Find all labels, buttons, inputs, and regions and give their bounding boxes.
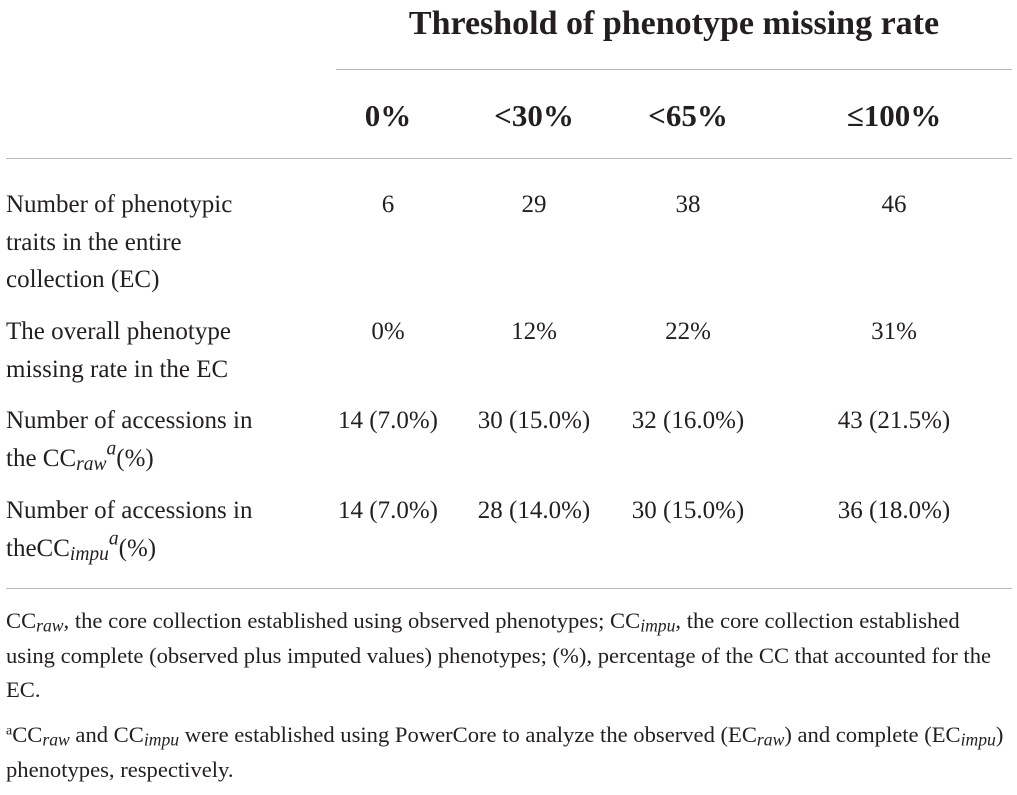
column-header-1: <30%	[494, 98, 574, 133]
row-label-missing-rate	[6, 313, 326, 388]
table-cell: 30 (15.0%)	[477, 407, 591, 434]
row-label-line: traits in the entire	[6, 228, 182, 256]
table-cell: 12%	[511, 318, 557, 345]
group-header-rule	[336, 69, 1012, 70]
table-cell: 6	[381, 191, 395, 218]
table-cell: 22%	[665, 318, 711, 345]
table-cell: 30 (15.0%)	[631, 497, 745, 524]
row-label-line: Number of phenotypic	[6, 191, 233, 218]
row-label-cc-impu	[6, 492, 326, 567]
group-header: Threshold of phenotype missing rate	[408, 5, 940, 42]
row-label-cc-raw	[6, 402, 326, 477]
row-label-line: The overall phenotype	[6, 318, 231, 345]
footnote-a: $^aCC_{raw}$ and $CC_{impu}$ were established using PowerCore to analyze the observed $(EC_{raw})$ and complete $(EC_{impu})$ phenotypes, respectively.	[6, 722, 1004, 782]
table-cell: 43 (21.5%)	[837, 407, 951, 434]
footnote-abbreviations: $CC_{raw}$, the core collection established using observed phenotypes; $CC_{impu}$, the core collection established using complete (observed plus imputed values) phenotypes; (%), percentage of the CC that accounted for the EC.	[6, 608, 992, 702]
table-cell: 0%	[371, 318, 405, 345]
column-header-3: ≤100%	[846, 98, 942, 133]
table-cell: 32 (16.0%)	[631, 407, 745, 434]
row-label-line: missing rate in the EC	[6, 355, 229, 383]
table-cell: 31%	[871, 318, 917, 345]
table-cell: 14 (7.0%)	[338, 497, 438, 524]
row-label-line: Number of accessions in	[6, 497, 253, 524]
header-rule	[6, 158, 1012, 159]
column-header-0: 0%	[364, 98, 412, 133]
row-label-line: collection (EC)	[6, 266, 160, 293]
row-label-line: Number of accessions in	[6, 407, 253, 434]
row-label-line: theCC$_{impu}^a$(%)	[6, 527, 157, 565]
table-cell: 46	[881, 191, 907, 218]
table-cell: 14 (7.0%)	[338, 407, 438, 434]
table-cell: 28 (14.0%)	[477, 497, 591, 524]
table-cell: 38	[675, 191, 701, 218]
table-cell: 29	[521, 191, 547, 218]
table-cell: 36 (18.0%)	[837, 497, 951, 524]
column-header-2: <65%	[648, 98, 728, 133]
row-label-line: the $CC_{raw}^a(\%)$	[6, 437, 154, 475]
footer-rule	[6, 588, 1012, 589]
row-label-traits	[6, 186, 326, 299]
